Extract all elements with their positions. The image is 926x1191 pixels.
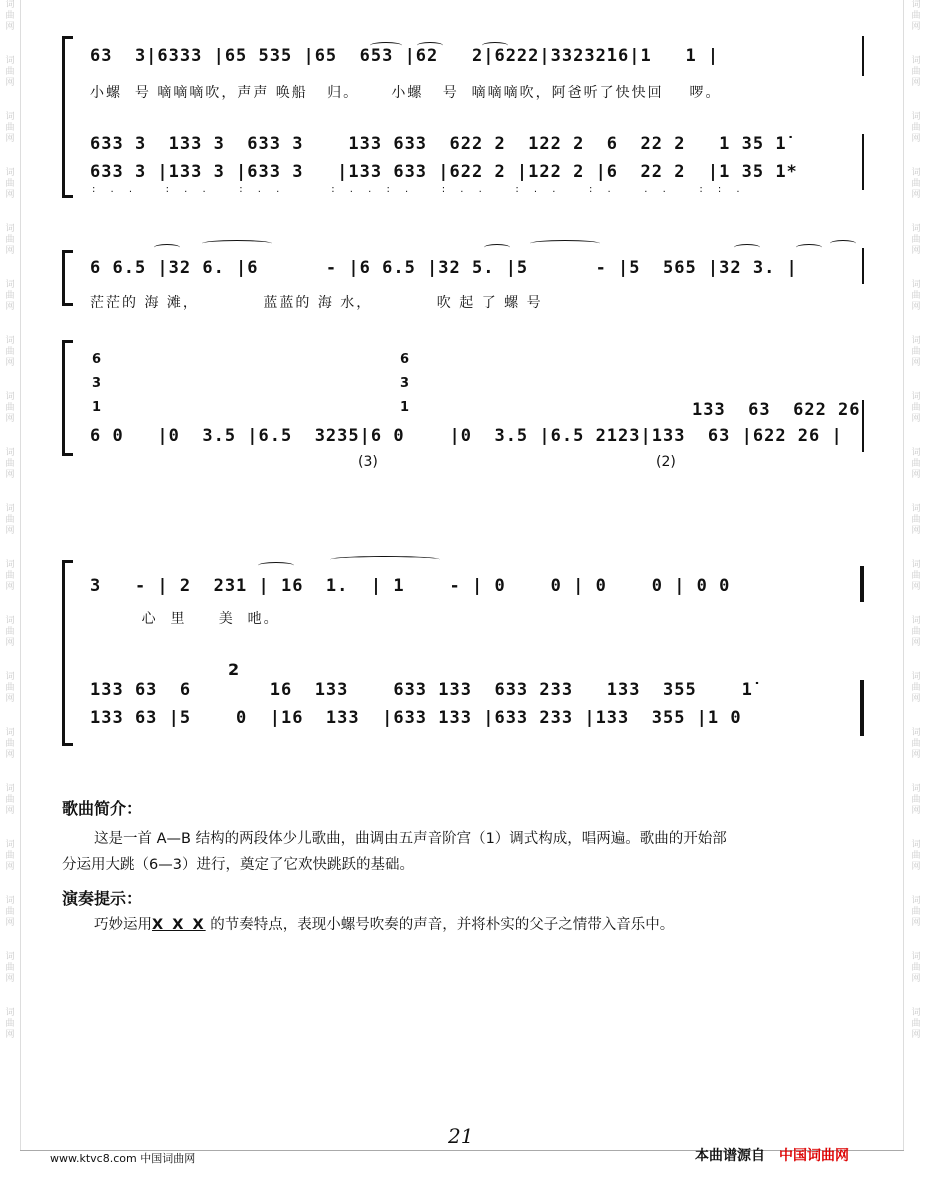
watermark-char: 曲 — [911, 1019, 921, 1029]
watermark-char: 词 — [5, 336, 15, 346]
watermark-char: 词 — [911, 280, 921, 290]
chord-note: 1 — [400, 400, 410, 415]
watermark-group — [911, 616, 920, 649]
watermark-char: 网 — [911, 190, 921, 200]
watermark-group — [5, 112, 14, 145]
watermark-char: 词 — [911, 784, 921, 794]
watermark-group — [5, 952, 14, 985]
watermark-char: 词 — [911, 896, 921, 906]
slur — [830, 240, 856, 247]
watermark-char: 词 — [5, 168, 15, 178]
melody-notes: 3 - | 2 231 | 16 1. | 1 - | 0 0 | 0 0 | 0 0 — [90, 576, 731, 596]
watermark-char: 网 — [911, 862, 921, 872]
watermark-right — [908, 0, 924, 1150]
watermark-char: 词 — [5, 896, 15, 906]
watermark-char: 曲 — [5, 683, 15, 693]
watermark-char: 曲 — [5, 627, 15, 637]
watermark-char: 词 — [5, 504, 15, 514]
footer-source — [695, 1145, 849, 1165]
watermark-group — [5, 504, 14, 537]
watermark-char: 曲 — [911, 963, 921, 973]
watermark-char: 网 — [5, 974, 15, 984]
watermark-group — [5, 392, 14, 425]
watermark-group — [5, 896, 14, 929]
page-border-right — [903, 0, 904, 1150]
watermark-char: 网 — [5, 246, 15, 256]
watermark-group — [911, 504, 920, 537]
lyrics-line: 小螺 号 嘀嘀嘀吹，声声 唤船 归。 小螺 号 嘀嘀嘀吹，阿爸听了快快回 啰。 — [90, 85, 722, 101]
watermark-char: 词 — [911, 0, 921, 10]
watermark-char: 词 — [5, 560, 15, 570]
final-barline — [860, 566, 864, 602]
watermark-group — [5, 784, 14, 817]
watermark-char: 词 — [911, 616, 921, 626]
watermark-char: 词 — [911, 336, 921, 346]
watermark-char: 词 — [911, 560, 921, 570]
watermark-char: 词 — [5, 280, 15, 290]
accompaniment-lower-notes: 633 3 |133 3 |633 3 |133 633 |622 2 |122 2 |6 22 2 |1 35 1* — [90, 162, 798, 182]
watermark-char: 曲 — [911, 347, 921, 357]
watermark-group — [911, 0, 920, 33]
watermark-char: 词 — [5, 224, 15, 234]
score-system-3 — [62, 560, 868, 750]
watermark-char: 网 — [5, 470, 15, 480]
watermark-char: 词 — [5, 616, 15, 626]
watermark-char: 网 — [911, 246, 921, 256]
intro-heading: 歌曲简介： — [62, 799, 143, 818]
watermark-char: 曲 — [911, 571, 921, 581]
watermark-char: 曲 — [911, 739, 921, 749]
watermark-char: 网 — [5, 78, 15, 88]
watermark-group — [911, 1008, 920, 1041]
watermark-char: 词 — [911, 840, 921, 850]
accompaniment-upper — [90, 680, 868, 708]
watermark-char: 网 — [911, 1030, 921, 1040]
watermark-char: 网 — [911, 918, 921, 928]
watermark-char: 词 — [911, 672, 921, 682]
accompaniment-lower — [90, 426, 868, 454]
system-bracket — [62, 560, 73, 746]
watermark-group — [911, 448, 920, 481]
hints-body — [62, 912, 862, 938]
melody-line — [90, 258, 868, 286]
watermark-group — [911, 952, 920, 985]
watermark-char: 网 — [5, 638, 15, 648]
watermark-char: 词 — [911, 504, 921, 514]
hints-heading: 演奏提示： — [62, 889, 143, 908]
watermark-group — [911, 728, 920, 761]
barline — [862, 134, 864, 190]
watermark-group — [5, 168, 14, 201]
barline — [862, 36, 864, 76]
watermark-char: 网 — [5, 806, 15, 816]
watermark-char: 网 — [5, 582, 15, 592]
watermark-char: 网 — [911, 582, 921, 592]
page-number: 21 — [448, 1124, 474, 1148]
hints-prefix: 巧妙运用 — [94, 917, 152, 933]
chord-note: 6 — [92, 352, 102, 367]
watermark-group — [5, 0, 14, 33]
watermark-char: 网 — [5, 190, 15, 200]
watermark-char: 曲 — [911, 403, 921, 413]
lyrics-line: 心 里 美 吔。 — [90, 611, 280, 627]
watermark-char: 词 — [5, 784, 15, 794]
watermark-group — [5, 224, 14, 257]
chord-note: 2 — [228, 660, 240, 679]
accompaniment-upper — [692, 400, 868, 428]
melody-line — [90, 576, 868, 604]
chord-note: 3 — [92, 376, 102, 391]
watermark-char: 曲 — [911, 851, 921, 861]
slur — [202, 240, 272, 247]
slur — [796, 244, 822, 251]
accompaniment-lower — [90, 708, 868, 736]
watermark-group — [5, 280, 14, 313]
accompaniment-upper — [90, 134, 868, 162]
watermark-char: 曲 — [5, 1019, 15, 1029]
watermark-group — [911, 168, 920, 201]
watermark-char: 网 — [911, 694, 921, 704]
watermark-group — [5, 728, 14, 761]
watermark-char: 网 — [5, 302, 15, 312]
watermark-group — [5, 672, 14, 705]
watermark-char: 词 — [5, 56, 15, 66]
watermark-group — [911, 896, 920, 929]
watermark-char: 曲 — [911, 11, 921, 21]
watermark-char: 词 — [5, 840, 15, 850]
watermark-char: 曲 — [911, 907, 921, 917]
accompaniment-upper-notes: 133 63 6 16 133 633 133 633 233 133 355 1̇ — [90, 680, 753, 700]
watermark-char: 网 — [911, 974, 921, 984]
hints-suffix: 的节奏特点，表现小螺号吹奏的声音，并将朴实的父子之情带入音乐中。 — [205, 917, 675, 933]
watermark-char: 网 — [5, 22, 15, 32]
watermark-char: 网 — [5, 1030, 15, 1040]
watermark-group — [911, 560, 920, 593]
melody-line — [90, 46, 868, 74]
watermark-char: 曲 — [911, 123, 921, 133]
melody-notes: 6 6.5 |32 6. |6 - |6 6.5 |32 5. |5 - |5 565 |32 3. | — [90, 258, 798, 278]
system-bracket — [62, 340, 73, 456]
barline — [862, 248, 864, 284]
slur — [258, 562, 294, 569]
chord-note: 1 — [92, 400, 102, 415]
watermark-char: 词 — [911, 56, 921, 66]
watermark-char: 词 — [5, 448, 15, 458]
watermark-char: 网 — [911, 470, 921, 480]
watermark-char: 网 — [5, 918, 15, 928]
slur — [154, 244, 180, 251]
watermark-char: 网 — [911, 806, 921, 816]
accompaniment-lower-notes: 6 0 |0 3.5 |6.5 3235|6 0 |0 3.5 |6.5 2123|133 63 |622 26 | — [90, 426, 843, 446]
watermark-char: 网 — [5, 750, 15, 760]
watermark-group — [5, 616, 14, 649]
watermark-char: 曲 — [5, 403, 15, 413]
accompaniment-upper-notes: 633 3 133 3 633 3 133 633 622 2 122 2 6 22 2 1 35 1̇ — [90, 134, 787, 154]
watermark-char: 曲 — [911, 179, 921, 189]
watermark-char: 网 — [911, 358, 921, 368]
watermark-char: 曲 — [5, 11, 15, 21]
watermark-char: 曲 — [5, 851, 15, 861]
score-system-2 — [62, 240, 868, 470]
watermark-char: 网 — [5, 862, 15, 872]
watermark-group — [5, 560, 14, 593]
intro-line-2: 分运用大跳（6—3）进行，奠定了它欢快跳跃的基础。 — [62, 857, 414, 873]
watermark-group — [5, 1008, 14, 1041]
watermark-char: 曲 — [5, 795, 15, 805]
watermark-char: 词 — [5, 112, 15, 122]
section-mark-2: (2) — [656, 454, 676, 470]
watermark-char: 词 — [911, 112, 921, 122]
watermark-char: 网 — [5, 358, 15, 368]
watermark-char: 词 — [5, 672, 15, 682]
octave-dots: : . . : . . : . . : . . : . : . . : . . : . . . : : . — [92, 184, 746, 195]
slur — [330, 556, 440, 563]
score-system-1 — [62, 36, 868, 198]
watermark-char: 网 — [911, 22, 921, 32]
page-border-left — [20, 0, 21, 1150]
watermark-char: 曲 — [5, 123, 15, 133]
rhythm-pattern: X X X — [152, 917, 206, 933]
watermark-char: 网 — [5, 134, 15, 144]
slur — [734, 244, 760, 251]
watermark-char: 网 — [911, 526, 921, 536]
watermark-char: 词 — [911, 1008, 921, 1018]
watermark-char: 词 — [5, 952, 15, 962]
watermark-char: 曲 — [911, 515, 921, 525]
watermark-char: 词 — [911, 168, 921, 178]
watermark-group — [911, 840, 920, 873]
chord-note: 6 — [400, 352, 410, 367]
watermark-char: 曲 — [5, 179, 15, 189]
footer-site: www.ktvc8.com 中国词曲网 — [50, 1152, 196, 1165]
watermark-char: 曲 — [5, 291, 15, 301]
watermark-group — [5, 336, 14, 369]
watermark-char: 词 — [911, 728, 921, 738]
watermark-group — [5, 448, 14, 481]
watermark-group — [911, 672, 920, 705]
final-barline — [860, 680, 864, 736]
watermark-char: 词 — [5, 392, 15, 402]
watermark-char: 曲 — [5, 907, 15, 917]
lyrics-line: 茫茫的 海 滩， 蓝蓝的 海 水， 吹 起 了 螺 号 — [90, 295, 543, 311]
slur — [530, 240, 600, 247]
watermark-group — [911, 112, 920, 145]
watermark-char: 网 — [5, 526, 15, 536]
watermark-char: 网 — [911, 414, 921, 424]
watermark-char: 曲 — [5, 459, 15, 469]
watermark-group — [5, 56, 14, 89]
system-bracket — [62, 250, 73, 306]
melody-notes: 63 3|6333 |65 535 |65 653 |62 2|6222|33232̄16|1 1 | — [90, 46, 720, 66]
watermark-char: 网 — [911, 750, 921, 760]
source-brand: 中国词曲网 — [779, 1148, 849, 1164]
system-bracket — [62, 36, 73, 198]
watermark-group — [911, 224, 920, 257]
watermark-char: 曲 — [5, 739, 15, 749]
watermark-char: 网 — [911, 78, 921, 88]
watermark-char: 曲 — [5, 235, 15, 245]
watermark-char: 词 — [911, 448, 921, 458]
watermark-char: 词 — [5, 1008, 15, 1018]
watermark-group — [911, 56, 920, 89]
watermark-char: 曲 — [911, 683, 921, 693]
watermark-char: 词 — [911, 392, 921, 402]
watermark-group — [911, 336, 920, 369]
barline — [862, 400, 864, 452]
watermark-group — [911, 392, 920, 425]
watermark-left — [2, 0, 18, 1150]
watermark-char: 曲 — [911, 795, 921, 805]
watermark-char: 曲 — [5, 347, 15, 357]
watermark-char: 网 — [5, 694, 15, 704]
watermark-char: 曲 — [911, 627, 921, 637]
chord-note: 3 — [400, 376, 410, 391]
watermark-char: 网 — [5, 414, 15, 424]
intro-line-1: 这是一首 A—B 结构的两段体少儿歌曲，曲调由五声音阶宫（1）调式构成，唱两遍。歌曲的开始部 — [94, 831, 727, 847]
watermark-char: 网 — [911, 302, 921, 312]
watermark-char: 曲 — [5, 515, 15, 525]
watermark-char: 词 — [5, 0, 15, 10]
watermark-char: 曲 — [911, 459, 921, 469]
watermark-char: 曲 — [5, 963, 15, 973]
watermark-char: 曲 — [911, 291, 921, 301]
slur — [484, 244, 510, 251]
watermark-char: 词 — [911, 952, 921, 962]
section-mark-3: (3) — [358, 454, 378, 470]
watermark-char: 网 — [911, 638, 921, 648]
watermark-group — [911, 280, 920, 313]
accompaniment-lower-notes: 133 63 |5 0 |16 133 |633 133 |633 233 |133 355 |1 0 — [90, 708, 742, 728]
watermark-char: 曲 — [5, 571, 15, 581]
accompaniment-upper-notes: 133 63 622 26 — [692, 400, 861, 420]
watermark-char: 曲 — [5, 67, 15, 77]
watermark-char: 网 — [911, 134, 921, 144]
watermark-char: 曲 — [911, 235, 921, 245]
watermark-char: 曲 — [911, 67, 921, 77]
watermark-char: 词 — [5, 728, 15, 738]
source-label: 本曲谱源自 — [695, 1148, 765, 1164]
watermark-char: 词 — [911, 224, 921, 234]
watermark-group — [5, 840, 14, 873]
watermark-group — [911, 784, 920, 817]
